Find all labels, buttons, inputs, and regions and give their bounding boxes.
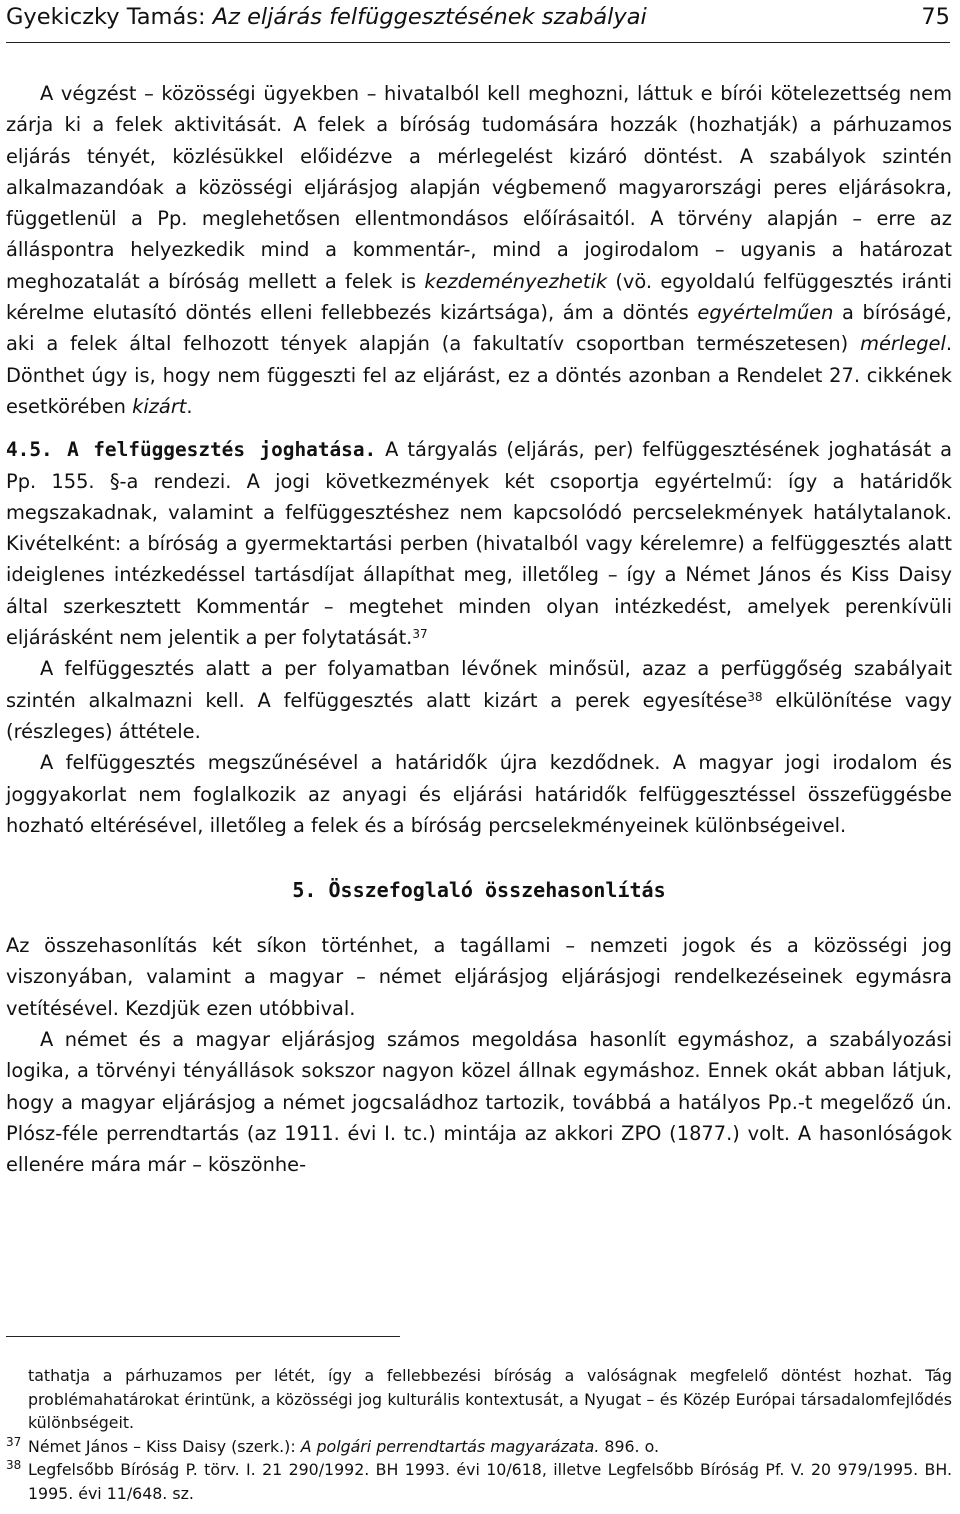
text-run: . Dönthet úgy is, hogy nem függeszti fel az eljárást, ez a döntés azonban a Rendelet 27. cikkének esetkörében [6, 332, 952, 418]
emphasis: kezdeményezhetik [424, 269, 608, 293]
emphasis: kizárt [132, 394, 187, 418]
footnote-37 [6, 1435, 952, 1459]
body-text [6, 78, 952, 1181]
page-header [6, 2, 950, 43]
text-run: 896. o. [599, 1436, 659, 1456]
footnote-ref-37[interactable]: 37 [412, 627, 428, 642]
emphasis: A polgári perrendtartás magyarázata. [300, 1436, 600, 1456]
running-head [6, 4, 647, 30]
footnotes [6, 1364, 952, 1505]
emphasis: mérlegel [860, 332, 946, 356]
footnote-38 [6, 1458, 952, 1505]
paragraph-2 [6, 434, 952, 653]
text-run: A tárgyalás (eljárás, per) felfüggesztésének joghatását a Pp. 155. §-a rendezi. A jogi következmények két csoportja egyértelmű: így a határidők megszakadnak, valamint a felfüggesztéshez nem kapcsolódó percselekmények hatálytalanok. Kivételként: a bíróság a gyermektartási perben (hivatalból vagy kérelemre) a felfüggesztés alatt ideiglenes intézkedéssel tartásdíjat állapíthat meg, illetőleg – így a Német János és Kiss Daisy által szerkesztett Kommentár – megtehet minden olyan intézkedést, amelyek perenkívüli eljárásként nem jelentik a per folytatását. [6, 438, 953, 650]
text-run: Legfelsőbb Bíróság P. törv. I. 21 290/1992. BH 1993. évi 10/618, illetve Legfelsőbb Bíróság Pf. V. 20 979/1995. BH. 1995. évi 11/648. sz. [28, 1460, 952, 1503]
footnote-number: 38 [6, 1458, 22, 1472]
text-run: . [186, 394, 193, 418]
text-run: Német János – Kiss Daisy (szerk.): [28, 1436, 301, 1456]
page-number: 75 [921, 4, 950, 30]
footnote-separator [6, 1336, 400, 1337]
emphasis: egyértelműen [697, 301, 834, 325]
running-head-title: Az eljárás felfüggesztésének szabályai [212, 4, 647, 30]
text-run: A felfüggesztés alatt a per folyamatban lévőnek minősül, azaz a perfüggőség szabályait szintén alkalmazni kell. A felfüggesztés alatt kizárt a perek egyesítése [6, 657, 952, 712]
text-run: A végzést – közösségi ügyekben – hivatalból kell meghozni, láttuk e bírói kötelezettség nem zárja ki a felek aktivitását. A felek a bíróság tudomására hozzák (hozhatják) a párhuzamos eljárás tényét, közlésükkel előidézve a mérlegelést kizáró döntést. A szabályok szintén alkalmazandóak a közösségi eljárásjog alapján végbemenő magyarországi peres eljárásokra, függetlenül a Pp. meglehetősen ellentmondásos előírásaitól. A törvény alapján – erre az álláspontra helyezkedik mind a kommentár-, mind a jogirodalom – ugyanis a határozat meghozatalát a bíróság mellett a felek is [6, 82, 952, 293]
paragraph-6: A német és a magyar eljárásjog számos megoldása hasonlít egymáshoz, a szabályozási logika, a törvényi tényállások sokszor nagyon közel állnak egymáshoz. Ennek okát abban látjuk, hogy a magyar eljárásjog a német jogcsaládhoz tartozik, továbbá a hatályos Pp.-t megelőző ún. Plósz-féle perrendtartás (az 1911. évi I. tc.) mintája az akkori ZPO (1877.) volt. A hasonlóságok ellenére mára már – köszönhe- [6, 1028, 952, 1177]
paragraph-5: Az összehasonlítás két síkon történhet, a tagállami – nemzeti jogok és a közösségi jog viszonyában, valamint a magyar – német eljárásjog eljárásjogi rendelkezéseinek egymásra vetítésével. Kezdjük ezen utóbbival. [6, 934, 952, 1020]
paragraph-3 [6, 653, 952, 747]
paragraph-4: A felfüggesztés megszűnésével a határidők újra kezdődnek. A magyar jogi irodalom és joggyakorlat nem foglalkozik az anyagi és eljárási határidők felfüggesztéssel összefüggésbe hozható eltérésével, illetőleg a felek és a bíróság percselekményeinek különbségeivel. [6, 751, 952, 837]
text-run: elkülönítése vagy (részleges) áttétele. [6, 688, 952, 743]
footnote-continuation: tathatja a párhuzamos per létét, így a fellebbezési bíróság a valóságnak megfelelő döntést hozhat. Tág problémahatárokat érintünk, a közösségi jog kulturális kontextusát, a Nyugat – és Közép Európai társadalomfejlődés különbségeit. [28, 1366, 952, 1432]
subsection-heading: 4.5. A felfüggesztés joghatása. [6, 438, 377, 462]
text-run: a bíróságé, aki a felek által felhozott tények alapján (a fakultatív csoportban természetesen) [6, 301, 952, 356]
running-head-author: Gyekiczky Tamás: [6, 4, 206, 30]
footnote-number: 37 [6, 1434, 22, 1449]
paragraph-1 [6, 78, 952, 422]
footnote-ref-38[interactable]: 38 [747, 689, 763, 704]
section-title: 5. Összefoglaló összehasonlítás [292, 878, 666, 903]
text-run: (vö. egyoldalú felfüggesztés iránti kérelme elutasító döntés elleni fellebbezés kizártsága), ám a döntés [6, 269, 953, 325]
